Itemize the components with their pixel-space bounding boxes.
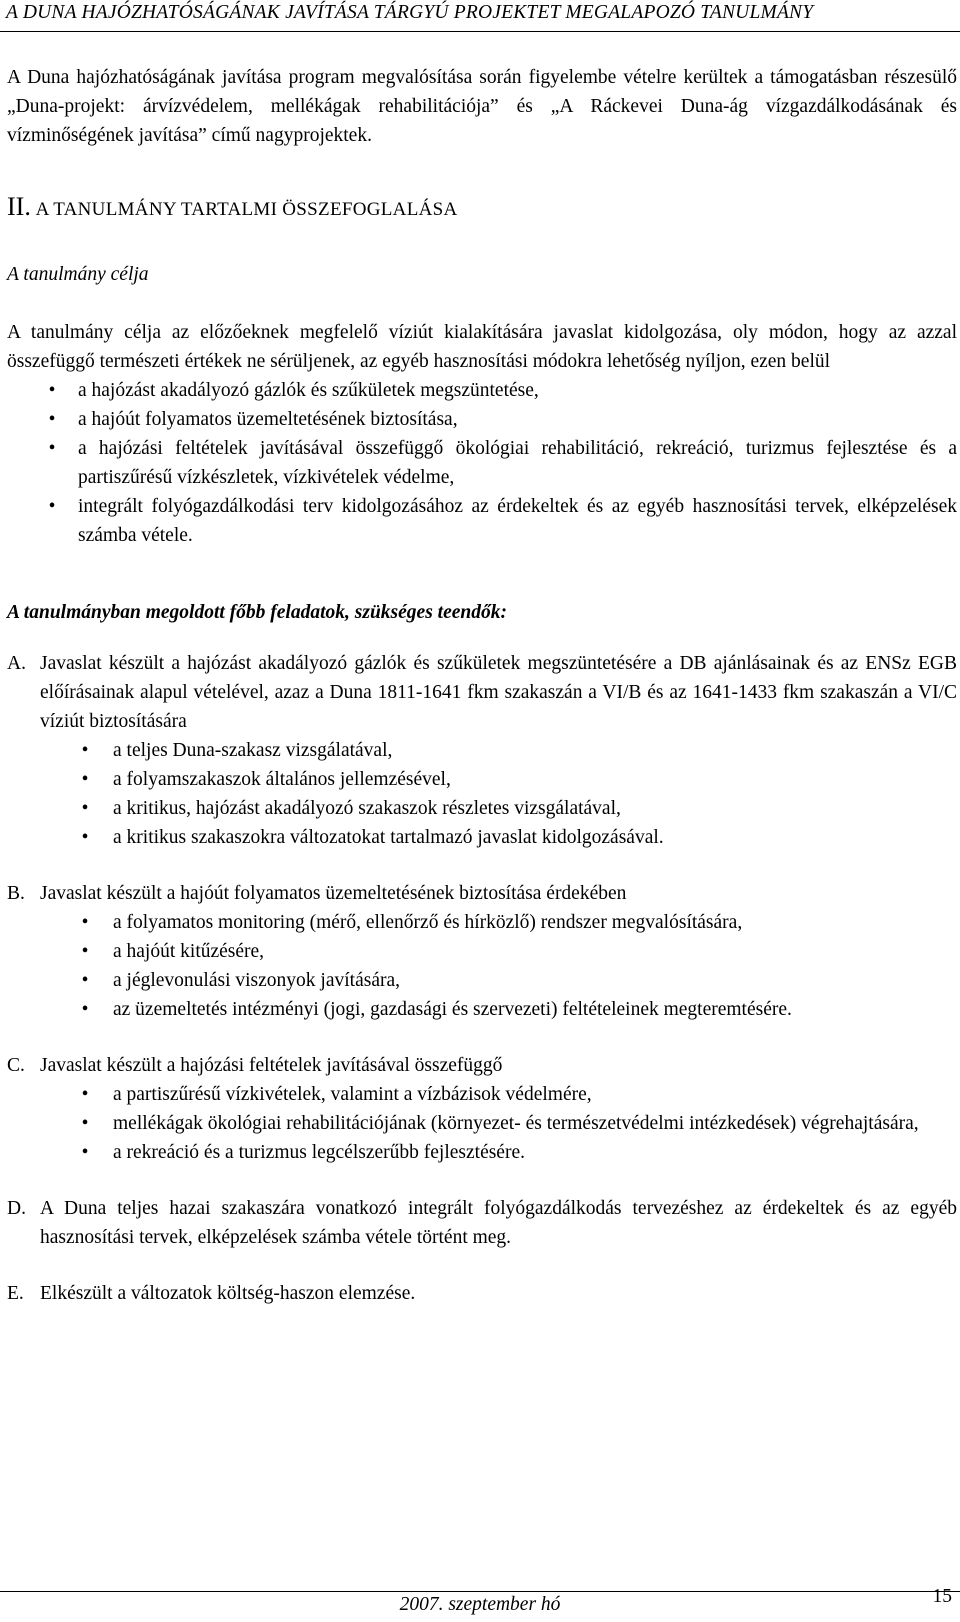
task-item-text-block <box>7 879 957 908</box>
section-title: A TANULMÁNY TARTALMI ÖSSZEFOGLALÁSA <box>35 199 458 220</box>
list-item <box>7 1109 957 1138</box>
bullet-icon: • <box>81 1142 89 1163</box>
intro-paragraph: A Duna hajózhatóságának javítása program megvalósítása során figyelembe vételre kerültek a támogatásban részesülő „Duna-projekt: árvízvédelem, mellékágak rehabilitációja” és „A Ráckevei Duna-ág vízgazdálkodásának és vízminőségének javítása” című nagyprojektek. <box>7 67 957 146</box>
task-text: A Duna teljes hazai szakaszára vonatkozó integrált folyógazdálkodás tervezéshez az érdekeltek és az egyéb hasznosítási tervek, elképzelések számba vétele történt meg. <box>40 1198 957 1248</box>
list-item <box>7 376 957 405</box>
task-item-text-block <box>7 1194 957 1252</box>
task-item-b <box>7 879 957 1024</box>
bullet-icon: • <box>81 1084 89 1105</box>
page-content <box>7 63 957 1308</box>
list-item-text: a folyamatos monitoring (mérő, ellenőrző és hírközlő) rendszer megvalósítására, <box>113 912 743 933</box>
list-item-text: az üzemeltetés intézményi (jogi, gazdasági és szervezeti) feltételeinek megteremtésére. <box>113 999 792 1020</box>
list-item <box>7 995 957 1024</box>
list-item <box>7 434 957 492</box>
list-item-text: a kritikus, hajózást akadályozó szakaszok részletes vizsgálatával, <box>113 798 621 819</box>
list-item <box>7 937 957 966</box>
bullet-icon: • <box>81 941 89 962</box>
task-text: Javaslat készült a hajózást akadályozó gázlók és szűkületek megszüntetésére a DB ajánlásainak és az ENSz EGB előírásainak alapul vételével, azaz a Duna 1811-1641 fkm szakaszán a VI/B és az 1641-1433 fkm szakaszán a VI/C víziút biztosítására <box>40 653 957 732</box>
task-item-text-block <box>7 1051 957 1080</box>
section-number: II. <box>7 192 31 221</box>
list-item <box>7 908 957 937</box>
bullet-icon: • <box>81 740 89 761</box>
bullet-icon: • <box>81 798 89 819</box>
bullet-icon: • <box>81 769 89 790</box>
list-item-text: a jéglevonulási viszonyok javítására, <box>113 970 400 991</box>
footer-date: 2007. szeptember hó <box>399 1594 561 1615</box>
list-item-text: integrált folyógazdálkodási terv kidolgozásához az érdekeltek és az egyéb hasznosítási tervek, elképzelések számba vétele. <box>78 496 957 546</box>
list-item <box>7 966 957 995</box>
list-item <box>7 1080 957 1109</box>
list-item <box>7 1138 957 1167</box>
list-item-text: mellékágak ökológiai rehabilitációjának (környezet- és természetvédelmi intézkedések) végrehajtására, <box>113 1113 919 1134</box>
bullet-icon: • <box>81 912 89 933</box>
list-item <box>7 736 957 765</box>
task-item-text-block <box>7 1279 957 1308</box>
list-item-text: a kritikus szakaszokra változatokat tartalmazó javaslat kidolgozásával. <box>113 827 664 848</box>
bullet-icon: • <box>81 999 89 1020</box>
task-item-d <box>7 1194 957 1252</box>
bullet-icon: • <box>81 827 89 848</box>
list-item-text: a hajóút kitűzésére, <box>113 941 265 962</box>
task-text: Javaslat készült a hajóút folyamatos üzemeltetésének biztosítása érdekében <box>40 883 627 904</box>
task-item-e <box>7 1279 957 1308</box>
task-text: Elkészült a változatok költség-haszon elemzése. <box>40 1283 416 1304</box>
task-text: Javaslat készült a hajózási feltételek javításával összefüggő <box>40 1055 503 1076</box>
list-item-text: a hajózási feltételek javításával összefüggő ökológiai rehabilitáció, rekreáció, turizmus fejlesztése és a partiszűrésű vízkészletek, vízkivételek védelme, <box>78 438 957 488</box>
bullet-icon: • <box>48 496 56 517</box>
task-bullet-list <box>7 908 957 1024</box>
list-item-text: a hajózást akadályozó gázlók és szűkületek megszüntetése, <box>78 380 539 401</box>
task-letter: A. <box>7 653 26 674</box>
task-bullet-list <box>7 736 957 852</box>
list-item <box>7 765 957 794</box>
list-item <box>7 492 957 550</box>
task-item-a <box>7 649 957 852</box>
goal-bullet-list <box>7 376 957 550</box>
list-item <box>7 794 957 823</box>
bullet-icon: • <box>48 438 56 459</box>
bullet-icon: • <box>81 1113 89 1134</box>
list-item-text: a partiszűrésű vízkivételek, valamint a vízbázisok védelmére, <box>113 1084 592 1105</box>
list-item-text: a rekreáció és a turizmus legcélszerűbb fejlesztésére. <box>113 1142 525 1163</box>
goal-paragraph: A tanulmány célja az előzőeknek megfelelő víziút kialakítására javaslat kidolgozása, oly módon, hogy az azzal összefüggő természeti értékek ne sérüljenek, az egyéb hasznosítási módokra lehetőség nyíljon, ezen belül <box>7 322 957 372</box>
list-item <box>7 823 957 852</box>
list-item-text: a teljes Duna-szakasz vizsgálatával, <box>113 740 393 761</box>
task-letter: C. <box>7 1055 25 1076</box>
list-item-text: a folyamszakaszok általános jellemzésével, <box>113 769 451 790</box>
list-item <box>7 405 957 434</box>
task-letter: E. <box>7 1283 24 1304</box>
task-bullet-list <box>7 1080 957 1167</box>
running-header: A DUNA HAJÓZHATÓSÁGÁNAK JAVÍTÁSA TÁRGYÚ PROJEKTET MEGALAPOZÓ TANULMÁNY <box>6 2 814 23</box>
tasks-heading: A tanulmányban megoldott főbb feladatok, szükséges teendők: <box>7 602 507 623</box>
bullet-icon: • <box>48 409 56 430</box>
footer-rule <box>0 1591 960 1592</box>
task-letter: D. <box>7 1198 26 1219</box>
task-item-c <box>7 1051 957 1167</box>
header-rule <box>0 31 960 32</box>
page-number: 15 <box>932 1586 952 1607</box>
list-item-text: a hajóút folyamatos üzemeltetésének biztosítása, <box>78 409 458 430</box>
task-item-text-block <box>7 649 957 736</box>
section-heading <box>7 191 957 226</box>
goal-heading: A tanulmány célja <box>7 264 149 285</box>
task-letter: B. <box>7 883 25 904</box>
bullet-icon: • <box>81 970 89 991</box>
bullet-icon: • <box>48 380 56 401</box>
